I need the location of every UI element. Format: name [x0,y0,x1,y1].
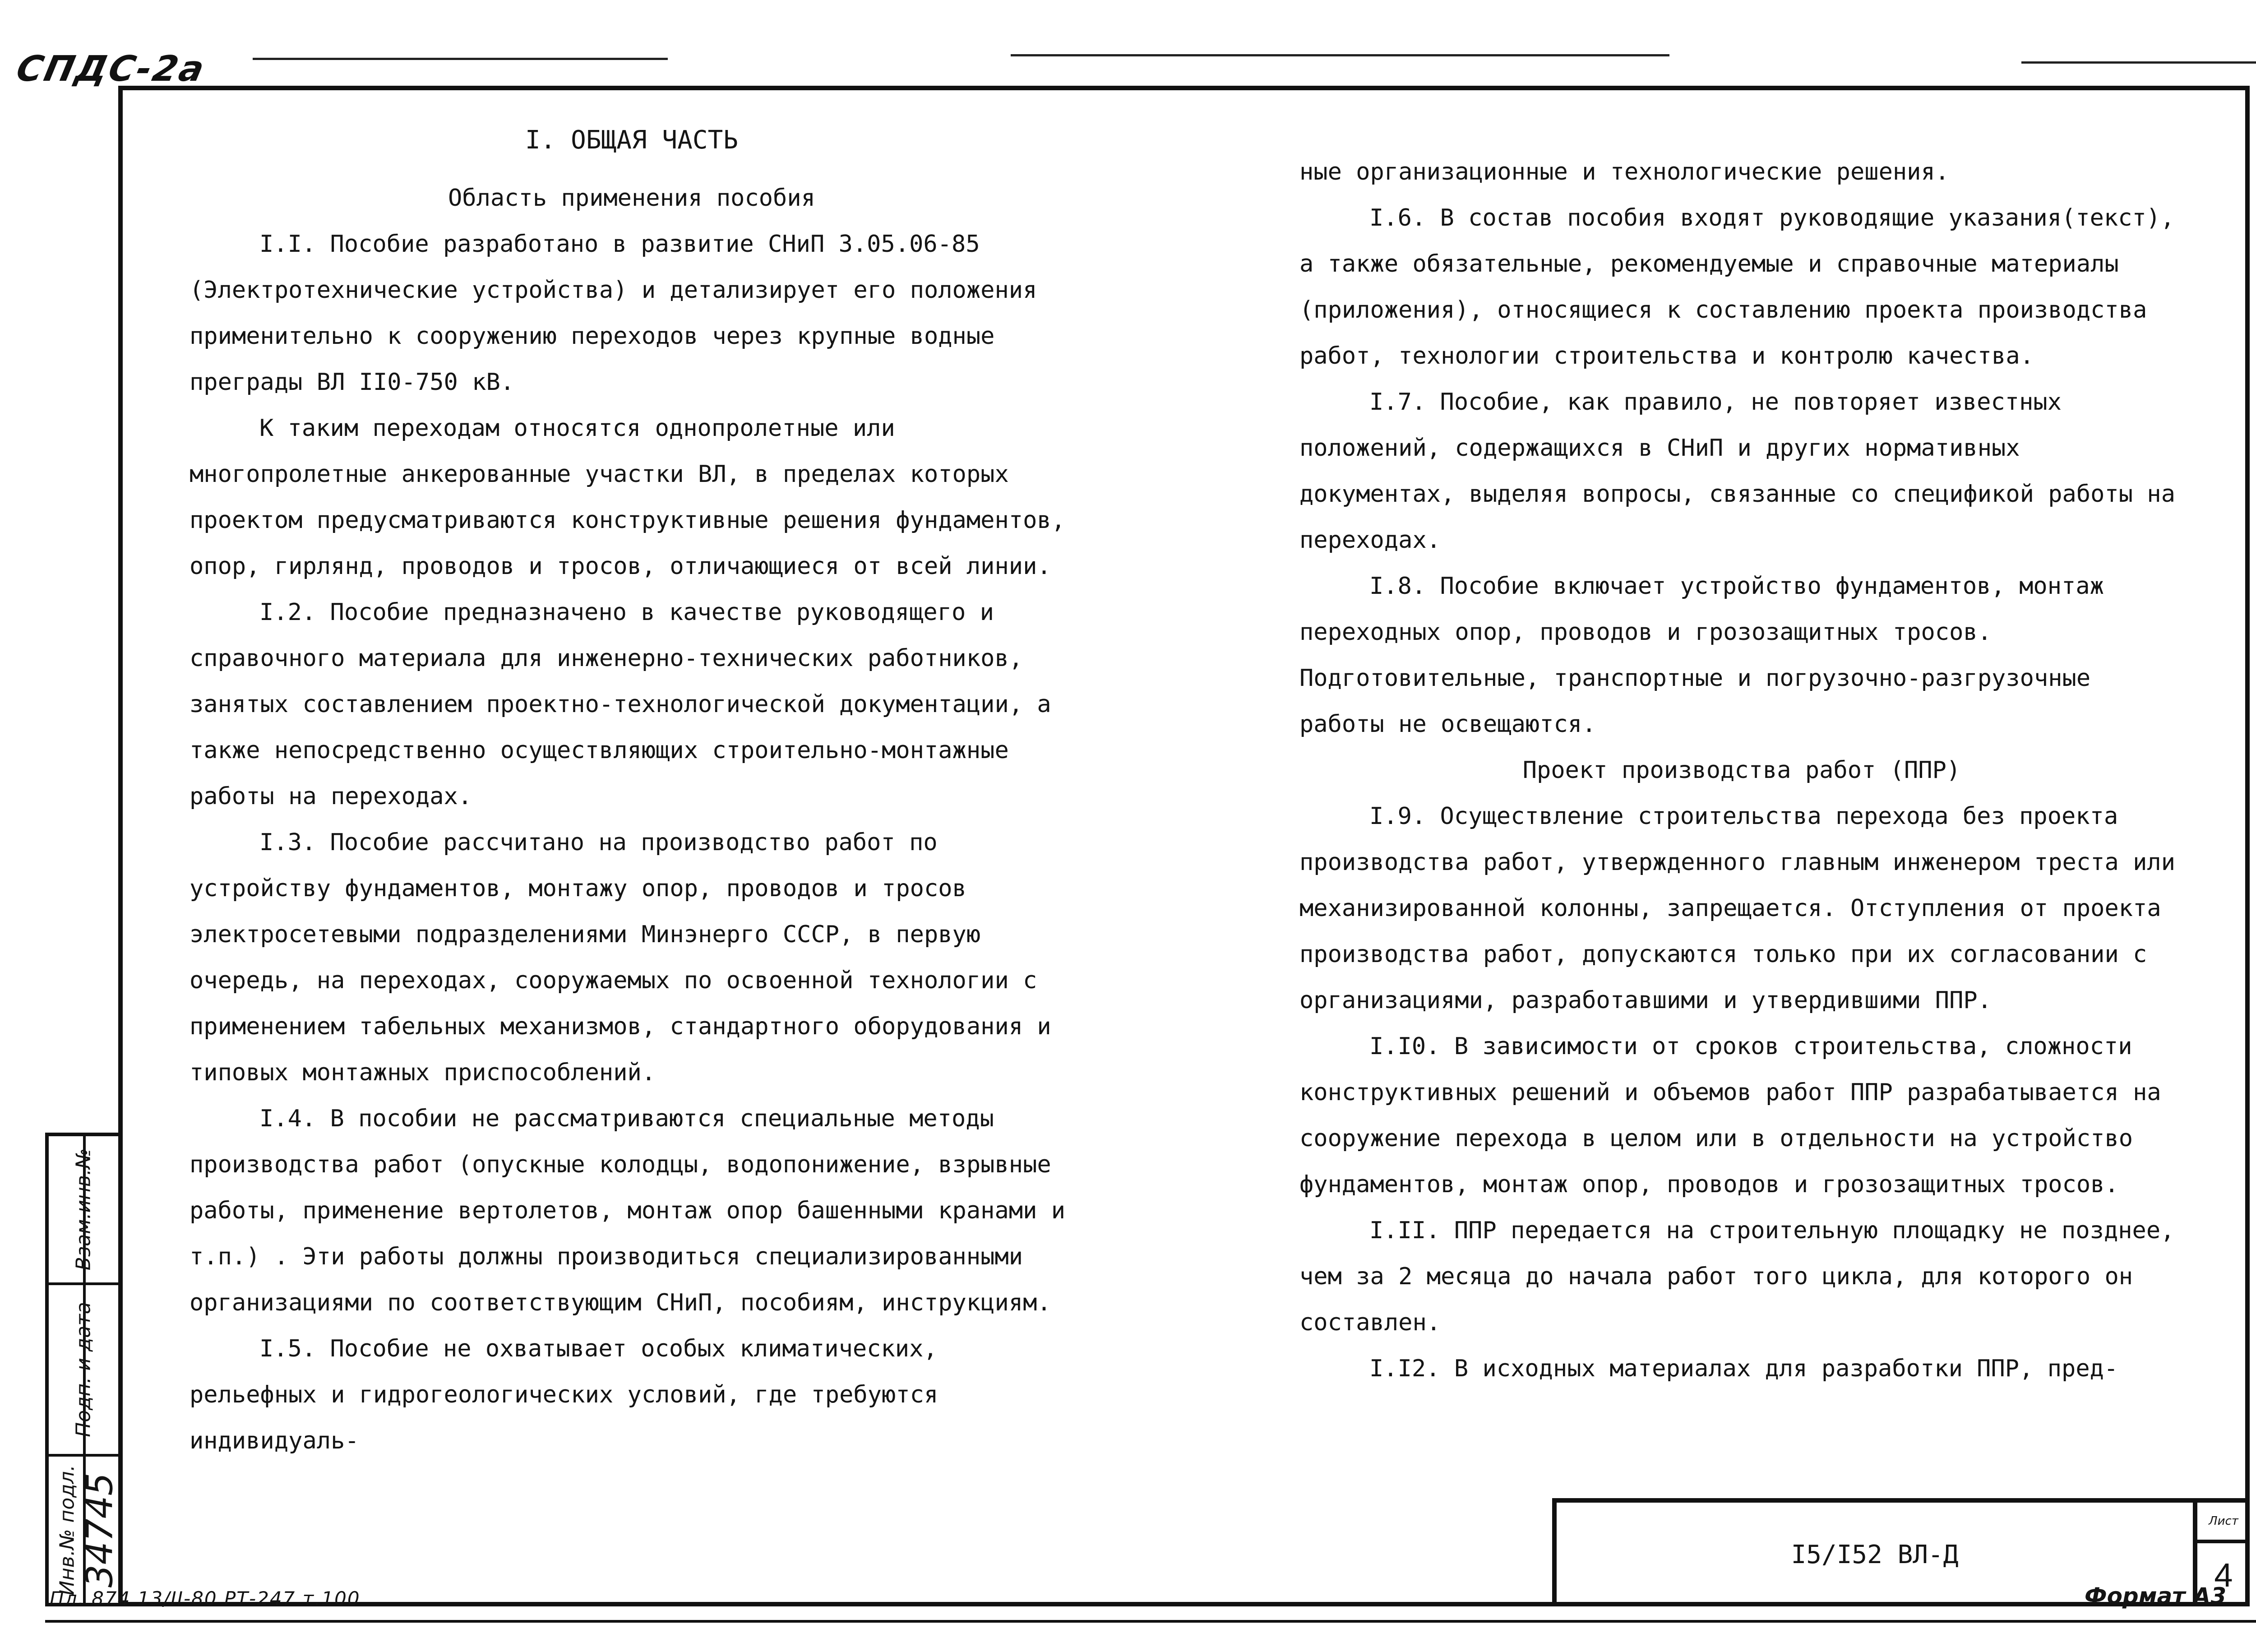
section-subheading: Область применения пособия [448,185,815,212]
print-note: Пл. 874 13/II-80 РТ-247 т.100 [50,1587,361,1610]
paragraph-1-6: I.6. В состав пособия входят руководящие указания(текст), а также обязательные, рекомендуемые и справочные материалы (приложения), относящиеся к составлению проекта производства работ, технологии строительства и контролю качества. [1299,204,2175,370]
side-cell-signature [49,1285,118,1457]
paragraph-1-10: I.I0. В зависимости от сроков строительства, сложности конструктивных решений и объемов работ ППР разрабатывается на сооружение перехода в целом или в отдельности на устройство фундаментов, монтаж опор, проводов и грозозащитных тросов. [1299,1033,2161,1198]
paragraph-1-5: I.5. Пособие не охватывает особых климатических, рельефных и гидрогеологических условий, где требуются индивидуаль- [190,1335,938,1454]
paragraph-1-3: I.3. Пособие рассчитано на производство работ по устройству фундаментов, монтажу опор, проводов и тросов электросетевыми подразделениями Минэнерго СССР, в первую очередь, на переходах, сооружаемых по освоенной технологии с применением табельных механизмов, стандартного оборудования и типовых монтажных приспособлений. [190,829,1051,1086]
side-cell-label: Подп. и дата [72,1302,95,1437]
paragraph-1-1: I.I. Пособие разработано в развитие СНиП 3.05.06-85 (Электротехнические устройства) и детализирует его положения применительно к сооружению переходов через крупные водные преграды ВЛ II0-750 кВ. [190,231,1037,396]
bottom-rule [45,1620,2256,1623]
top-rule-2 [1011,54,1669,56]
side-cell-replacement [49,1136,118,1285]
paragraph-1-8: I.8. Пособие включает устройство фундаментов, монтаж переходных опор, проводов и грозозащитных тросов. Подготовительные, транспортные и погрузочно-разгрузочные работы не освещаются. [1299,573,2104,738]
sheet-number: 4 [2214,1556,2233,1594]
ppr-subheading: Проект производства работ (ППР) [1522,757,1961,784]
format-note: Формат А3 [2085,1583,2227,1609]
paragraph-crossings: К таким переходам относятся однопролетные или многопролетные анкерованные участки ВЛ, в пределах которых проектом предусматриваются конструктивные решения фундаментов, опор, гирлянд, проводов и тросов, отличающиеся от всей линии. [190,415,1066,580]
side-cell-inventory [49,1457,121,1604]
section-heading: I. ОБЩАЯ ЧАСТЬ [525,125,738,155]
left-column [190,117,1074,1464]
side-cell-label: Инв.№ подл. [55,1465,79,1596]
top-rule-1 [253,58,668,60]
paragraph-1-7: I.7. Пособие, как правило, не повторяет известных положений, содержащихся в СНиП и других нормативных документах, выделяя вопросы, связанные со спецификой работы на переходах. [1299,389,2176,554]
corner-stamp: СПДС-2а [13,49,210,89]
paragraph-1-9: I.9. Осуществление строительства перехода без проекта производства работ, утвержденного главным инженером треста или механизированной колонны, запрещается. Отступления от проекта производства работ, допускаются только при их согласовании с организациями, разработавшими и утвердившими ППР. [1299,803,2176,1014]
inventory-number: 34745 [79,1472,121,1588]
right-column [1299,117,2184,1392]
document-code: I5/I52 ВЛ-Д [1557,1503,2197,1606]
side-strip [45,1133,121,1606]
sheet-label: Лист [2197,1503,2250,1543]
side-cell-label: Взам.инв.№ [72,1148,95,1271]
paragraph-1-4: I.4. В пособии не рассматриваются специальные методы производства работ (опускные колодцы, водопонижение, взрывные работы, применение вертолетов, монтаж опор башенными кранами и т.п.) . Эти работы должны производиться специализированными организациями по соответствующим СНиП, пособиям, инструкциям. [190,1105,1066,1316]
paragraph-1-12: I.I2. В исходных материалах для разработки ППР, пред- [1369,1355,2118,1382]
paragraph-1-11: I.II. ППР передается на строительную площадку не позднее, чем за 2 месяца до начала работ того цикла, для которого он составлен. [1299,1217,2175,1336]
top-rule-3 [2021,61,2256,64]
paragraph-continuation: ные организационные и технологические решения. [1299,158,1950,185]
paragraph-1-2: I.2. Пособие предназначено в качестве руководящего и справочного материала для инженерно-технических работников, занятых составлением проектно-технологической документации, а также непосредственно осуществляющих строительно-монтажные работы на переходах. [190,599,1051,810]
